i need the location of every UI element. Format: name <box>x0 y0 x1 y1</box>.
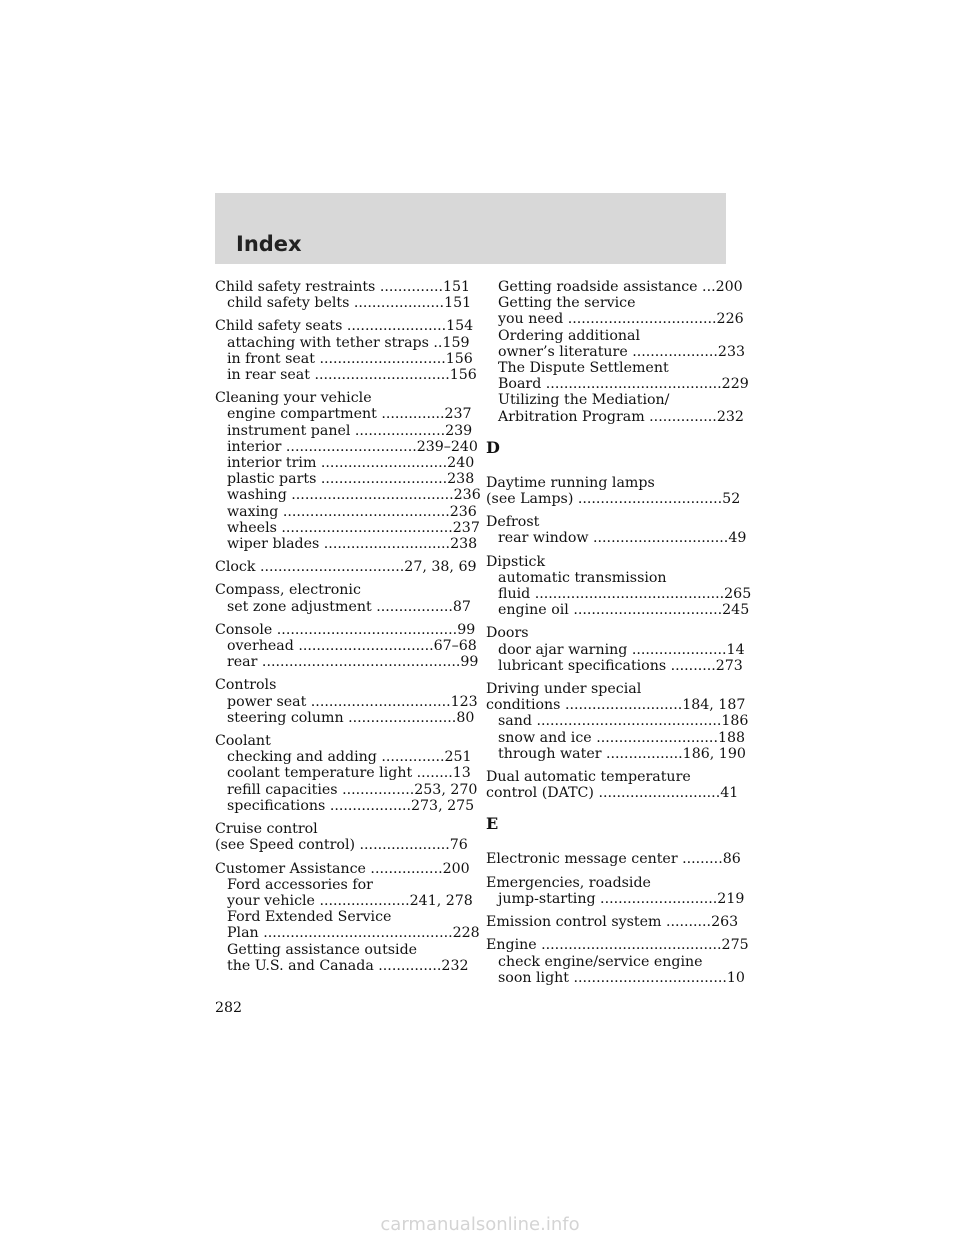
index-entry: jump-starting ..........................219 <box>498 890 745 907</box>
index-entry: in front seat ............................156 <box>227 350 473 367</box>
index-entry: Ford Extended Service <box>227 909 392 926</box>
index-entry: checking and adding ..............251 <box>227 749 472 766</box>
index-entry: Emergencies, roadside <box>486 874 651 891</box>
index-entry: set zone adjustment .................87 <box>227 598 471 615</box>
index-entry: engine oil .................................245 <box>498 602 750 619</box>
index-entry: conditions ..........................184, 187 <box>486 697 746 714</box>
index-entry: interior .............................239–240 <box>227 438 478 455</box>
index-entry: Utilizing the Mediation/ <box>498 392 670 409</box>
index-entry: wiper blades ............................238 <box>227 536 478 553</box>
index-entry: child safety belts ....................151 <box>227 295 472 312</box>
index-entry: waxing .....................................236 <box>227 503 477 520</box>
index-entry: (see Lamps) ................................52 <box>486 491 741 508</box>
index-entry: the U.S. and Canada ..............232 <box>227 957 469 974</box>
index-entry: snow and ice ...........................188 <box>498 729 746 746</box>
index-entry: rear window ..............................49 <box>498 530 747 547</box>
index-entry: Cleaning your vehicle <box>215 390 372 407</box>
index-entry: Board .......................................229 <box>498 376 749 393</box>
index-entry: engine compartment ..............237 <box>227 406 472 423</box>
index-entry: steering column ........................80 <box>227 709 475 726</box>
index-entry: Controls <box>215 677 277 694</box>
page-number: 282 <box>215 1000 243 1016</box>
index-entry: Daytime running lamps <box>486 474 655 491</box>
index-entry: Compass, electronic <box>215 582 361 599</box>
index-entry: sand .........................................186 <box>498 713 749 730</box>
index-entry: coolant temperature light ........13 <box>227 765 471 782</box>
index-entry: rear ............................................99 <box>227 654 479 671</box>
index-entry: through water .................186, 190 <box>498 745 746 762</box>
index-entry: soon light ..................................10 <box>498 969 745 986</box>
index-entry: Clock ................................27, 38, 69 <box>215 559 477 576</box>
index-entry: Ordering additional <box>498 327 641 344</box>
index-entry: Emission control system ..........263 <box>486 914 739 931</box>
index-entry: wheels ......................................237 <box>227 519 480 536</box>
index-entry: washing ....................................236 <box>227 487 481 504</box>
section-letter: D <box>486 437 500 457</box>
index-entry: owner’s literature ...................233 <box>498 343 746 360</box>
index-entry: Child safety seats ......................154 <box>215 318 474 335</box>
index-entry: Child safety restraints ..............151 <box>215 279 471 295</box>
index-entry: Coolant <box>215 733 271 750</box>
index-entry: Cruise control <box>215 821 318 838</box>
index-entry: Plan ..........................................228 <box>227 925 480 942</box>
index-entry: (see Speed control) ....................76 <box>215 837 468 854</box>
index-entry: instrument panel ....................239 <box>227 422 473 439</box>
index-entry: Dipstick <box>486 553 546 570</box>
index-entry: Electronic message center .........86 <box>486 851 741 868</box>
index-entry: Engine ........................................275 <box>486 937 749 954</box>
index-entry: Driving under special <box>486 681 642 698</box>
index-entry: interior trim ............................240 <box>227 455 475 472</box>
index-entry: plastic parts ............................238 <box>227 471 475 488</box>
index-entry: power seat ...............................123 <box>227 693 478 710</box>
index-entry: Getting roadside assistance ...200 <box>498 279 743 295</box>
index-entry: in rear seat ..............................156 <box>227 367 477 384</box>
index-entry: Arbitration Program ...............232 <box>498 408 744 425</box>
index-entry: fluid ..........................................265 <box>498 586 752 603</box>
index-column-left <box>215 279 481 974</box>
watermark: carmanualsonline.info <box>380 1214 580 1235</box>
index-entry: control (DATC) ...........................41 <box>486 785 739 802</box>
index-entry: attaching with tether straps ..159 <box>227 334 470 351</box>
index-entry: overhead ..............................67–68 <box>227 638 477 655</box>
section-letter: E <box>486 814 499 834</box>
index-entry: your vehicle ....................241, 278 <box>227 892 473 909</box>
index-entry: Console ........................................99 <box>215 621 476 638</box>
index-entry: lubricant specifications ..........273 <box>498 657 743 674</box>
index-column-right <box>486 279 752 986</box>
index-entry: automatic transmission <box>498 569 667 586</box>
index-entry: Customer Assistance ................200 <box>215 860 470 877</box>
index-entry: you need .................................226 <box>498 311 744 328</box>
index-entry: Ford accessories for <box>227 876 373 893</box>
index-entry: specifications ..................273, 275 <box>227 797 475 814</box>
index-entry: Dual automatic temperature <box>486 769 691 786</box>
page-title: Index <box>236 232 302 256</box>
index-entry: door ajar warning .....................14 <box>498 641 745 658</box>
index-entry: Getting the service <box>498 295 636 312</box>
index-entry: Defrost <box>486 514 540 531</box>
index-entry: refill capacities ................253, 270 <box>227 781 478 798</box>
index-entry: Getting assistance outside <box>227 941 418 958</box>
index-entry: The Dispute Settlement <box>498 360 669 377</box>
index-entry: Doors <box>486 625 529 642</box>
index-entry: check engine/service engine <box>498 953 703 970</box>
